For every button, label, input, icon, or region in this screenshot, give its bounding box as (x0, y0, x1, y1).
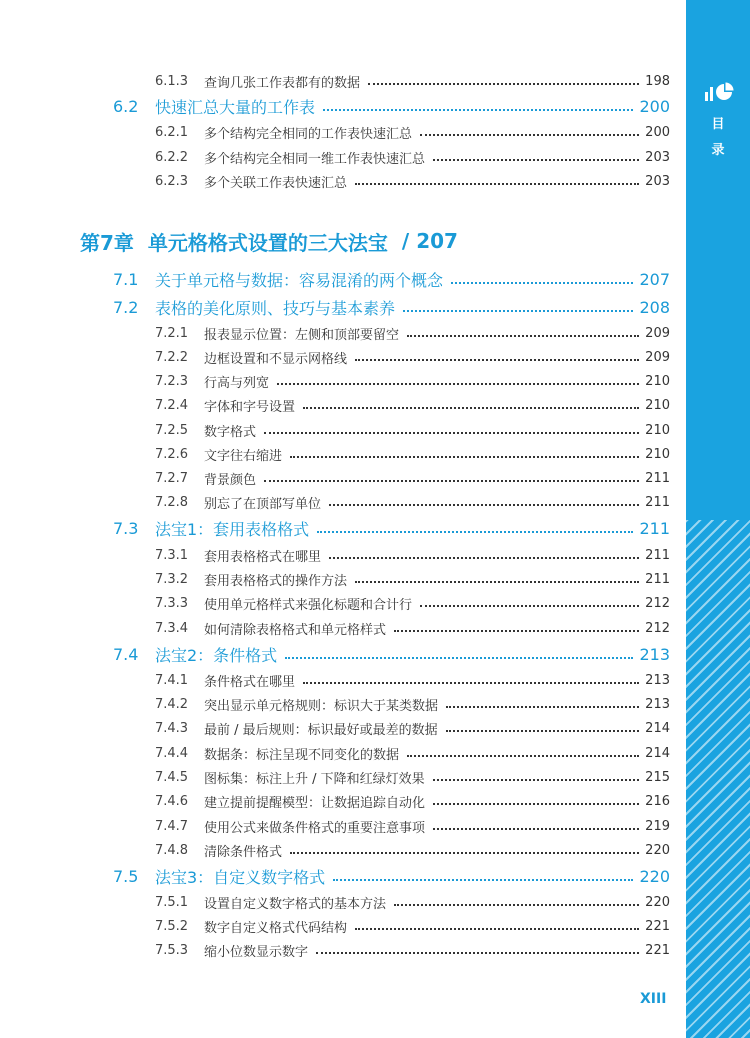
toc-number: 7.2.1 (155, 325, 189, 341)
toc-title: 别忘了在顶部写单位 (204, 496, 322, 512)
toc-leader-dots (355, 928, 639, 930)
toc-subsection[interactable] (155, 692, 670, 716)
toc-page-number: 198 (645, 73, 670, 89)
toc-number: 7.4 (113, 644, 139, 664)
toc-number: 7.2.8 (155, 494, 189, 510)
toc-number: 7.5 (113, 866, 139, 886)
toc-title: 设置自定义数字格式的基本方法 (204, 896, 387, 912)
toc-subsection[interactable] (155, 591, 670, 615)
toc-title: 套用表格格式在哪里 (204, 549, 322, 565)
toc-page-number: 221 (645, 942, 670, 958)
toc-title: 法宝1：套用表格格式 (155, 519, 310, 539)
toc-title: 套用表格格式的操作方法 (204, 573, 348, 589)
chapter-title: 单元格格式设置的三大法宝 (147, 230, 388, 255)
toc-leader-dots (355, 183, 639, 185)
toc-title: 缩小位数显示数字 (204, 944, 309, 960)
toc-number: 7.2.5 (155, 422, 189, 438)
toc-page-number: 210 (645, 397, 670, 413)
toc-leader-dots (403, 310, 633, 312)
toc-page-number: 208 (639, 297, 670, 317)
toc-subsection[interactable] (155, 393, 670, 417)
toc-title: 法宝2：条件格式 (155, 645, 278, 665)
toc-number: 7.4.7 (155, 818, 189, 834)
toc-number: 7.3.4 (155, 620, 189, 636)
toc-leader-dots (303, 407, 639, 409)
chapter-page: / 207 (401, 229, 458, 253)
toc-page-number: 210 (645, 373, 670, 389)
toc-number: 7.4.4 (155, 745, 189, 761)
toc-title: 快速汇总大量的工作表 (155, 97, 316, 117)
toc-number: 6.2 (113, 96, 139, 116)
toc-subsection[interactable] (155, 789, 670, 813)
toc-leader-dots (329, 504, 639, 506)
toc-number: 7.3.3 (155, 595, 189, 611)
toc-leader-dots (329, 557, 639, 559)
toc-number: 7.5.1 (155, 894, 189, 910)
toc-number: 7.4.5 (155, 769, 189, 785)
toc-title: 查询几张工作表都有的数据 (204, 75, 361, 91)
toc-subsection[interactable] (155, 169, 670, 193)
toc-page-number: 214 (645, 720, 670, 736)
toc-number: 6.2.2 (155, 149, 189, 165)
toc-leader-dots (277, 383, 639, 385)
toc-page-number: 203 (645, 149, 670, 165)
toc-title: 最前 / 最后规则：标识最好或最差的数据 (204, 722, 438, 738)
toc-leader-dots (394, 904, 639, 906)
toc-page-number: 221 (645, 918, 670, 934)
toc-page-number: 210 (645, 446, 670, 462)
toc-page-number: 203 (645, 173, 670, 189)
toc-number: 6.2.3 (155, 173, 189, 189)
toc-page-number: 200 (639, 96, 670, 116)
toc-page-number: 211 (639, 518, 670, 538)
toc-subsection[interactable] (155, 369, 670, 393)
toc-page-number: 215 (645, 769, 670, 785)
toc-title: 条件格式在哪里 (204, 674, 296, 690)
toc-label-char-1: 目 (711, 117, 725, 132)
toc-page-number: 209 (645, 325, 670, 341)
toc-leader-dots (394, 630, 639, 632)
toc-page-number: 209 (645, 349, 670, 365)
toc-page-number: 200 (645, 124, 670, 140)
toc-section[interactable] (113, 267, 670, 291)
toc-page-number: 220 (639, 866, 670, 886)
toc-label (686, 112, 750, 164)
toc-leader-dots (420, 134, 639, 136)
toc-page-number: 213 (645, 672, 670, 688)
toc-section[interactable] (113, 295, 670, 319)
toc-title: 表格的美化原则、技巧与基本素养 (155, 298, 396, 318)
toc-subsection[interactable] (155, 442, 670, 466)
toc-subsection[interactable] (155, 716, 670, 740)
toc-title: 数字格式 (204, 424, 257, 440)
toc-title: 背景颜色 (204, 472, 257, 488)
toc-leader-dots (433, 803, 639, 805)
toc-subsection[interactable] (155, 838, 670, 862)
toc-title: 使用公式来做条件格式的重要注意事项 (204, 820, 426, 836)
toc-section[interactable] (113, 864, 670, 888)
toc-page-number: 210 (645, 422, 670, 438)
toc-subsection[interactable] (155, 914, 670, 938)
toc-section[interactable] (113, 642, 670, 666)
toc-number: 7.4.1 (155, 672, 189, 688)
toc-subsection[interactable] (155, 321, 670, 345)
toc-number: 7.2 (113, 297, 139, 317)
toc-subsection[interactable] (155, 567, 670, 591)
toc-section[interactable] (113, 94, 670, 118)
toc-page-number: 211 (645, 547, 670, 563)
toc-title: 行高与列宽 (204, 375, 270, 391)
toc-leader-dots (316, 952, 639, 954)
toc-title: 边框设置和不显示网格线 (204, 351, 348, 367)
toc-leader-dots (285, 657, 633, 659)
toc-leader-dots (323, 109, 633, 111)
toc-page-number: 214 (645, 745, 670, 761)
toc-title: 图标集：标注上升 / 下降和红绿灯效果 (204, 771, 425, 787)
toc-page-number: 207 (639, 269, 670, 289)
page-number: XIII (640, 991, 667, 1007)
toc-number: 6.2.1 (155, 124, 189, 140)
toc-leader-dots (303, 682, 639, 684)
toc-leader-dots (433, 159, 639, 161)
toc-number: 7.3.2 (155, 571, 189, 587)
toc-title: 文字往右缩进 (204, 448, 283, 464)
toc-number: 7.5.3 (155, 942, 189, 958)
toc-leader-dots (264, 432, 639, 434)
toc-subsection[interactable] (155, 543, 670, 567)
toc-leader-dots (317, 531, 633, 533)
toc-number: 7.2.7 (155, 470, 189, 486)
toc-number: 7.2.6 (155, 446, 189, 462)
toc-page-number: 211 (645, 494, 670, 510)
toc-number: 7.3 (113, 518, 139, 538)
toc-title: 法宝3：自定义数字格式 (155, 867, 326, 887)
toc-page-number: 220 (645, 894, 670, 910)
toc-subsection[interactable] (155, 69, 670, 93)
toc-title: 清除条件格式 (204, 844, 283, 860)
toc-leader-dots (451, 282, 633, 284)
toc-number: 6.1.3 (155, 73, 189, 89)
toc-subsection[interactable] (155, 466, 670, 490)
toc-subsection[interactable] (155, 120, 670, 144)
toc-subsection[interactable] (155, 741, 670, 765)
toc-page-number: 213 (639, 644, 670, 664)
toc-title: 数据条：标注呈现不同变化的数据 (204, 747, 400, 763)
toc-leader-dots (368, 83, 639, 85)
toc-title: 报表显示位置：左侧和顶部要留空 (204, 327, 400, 343)
toc-label-char-2: 录 (711, 143, 725, 158)
toc-subsection[interactable] (155, 814, 670, 838)
toc-page-number: 212 (645, 620, 670, 636)
toc-subsection[interactable] (155, 345, 670, 369)
toc-page-number: 219 (645, 818, 670, 834)
toc-number: 7.2.4 (155, 397, 189, 413)
toc-leader-dots (446, 730, 639, 732)
toc-subsection[interactable] (155, 490, 670, 514)
toc-leader-dots (333, 879, 633, 881)
toc-number: 7.4.3 (155, 720, 189, 736)
toc-page-number: 211 (645, 571, 670, 587)
toc-page-number: 220 (645, 842, 670, 858)
toc-subsection[interactable] (155, 616, 670, 640)
toc-title: 数字自定义格式代码结构 (204, 920, 348, 936)
toc-leader-dots (433, 828, 639, 830)
toc-number: 7.1 (113, 269, 139, 289)
toc-number: 7.4.2 (155, 696, 189, 712)
toc-leader-dots (355, 359, 639, 361)
toc-subsection[interactable] (155, 668, 670, 692)
toc-section[interactable] (113, 516, 670, 540)
toc-title: 多个结构完全相同的工作表快速汇总 (204, 126, 413, 142)
toc-leader-dots (264, 480, 639, 482)
toc-number: 7.2.2 (155, 349, 189, 365)
toc-leader-dots (407, 755, 639, 757)
toc-subsection[interactable] (155, 418, 670, 442)
toc-title: 如何清除表格格式和单元格样式 (204, 622, 387, 638)
toc-leader-dots (355, 581, 639, 583)
toc-title: 使用单元格样式来强化标题和合计行 (204, 597, 413, 613)
toc-subsection[interactable] (155, 890, 670, 914)
toc-number: 7.4.8 (155, 842, 189, 858)
toc-title: 多个结构完全相同一维工作表快速汇总 (204, 151, 426, 167)
toc-page-number: 213 (645, 696, 670, 712)
toc-number: 7.5.2 (155, 918, 189, 934)
toc-number: 7.2.3 (155, 373, 189, 389)
toc-title: 突出显示单元格规则：标识大于某类数据 (204, 698, 439, 714)
toc-title: 建立提前提醒模型：让数据追踪自动化 (204, 795, 426, 811)
sidebar-stripes (686, 520, 750, 1038)
toc-page-number: 211 (645, 470, 670, 486)
pie-chart-icon (704, 80, 734, 104)
toc-subsection[interactable] (155, 938, 670, 962)
toc-title: 关于单元格与数据：容易混淆的两个概念 (155, 270, 444, 290)
toc-number: 7.3.1 (155, 547, 189, 563)
chapter-label: 第7章 (80, 230, 134, 255)
toc-leader-dots (290, 456, 639, 458)
toc-leader-dots (433, 779, 639, 781)
toc-number: 7.4.6 (155, 793, 189, 809)
toc-title: 字体和字号设置 (204, 399, 296, 415)
toc-subsection[interactable] (155, 765, 670, 789)
toc-page-number: 216 (645, 793, 670, 809)
toc-title: 多个关联工作表快速汇总 (204, 175, 348, 191)
toc-leader-dots (420, 605, 639, 607)
toc-subsection[interactable] (155, 145, 670, 169)
toc-leader-dots (290, 852, 639, 854)
toc-leader-dots (407, 335, 639, 337)
chapter-heading (80, 228, 458, 254)
toc-page-number: 212 (645, 595, 670, 611)
toc-leader-dots (446, 706, 639, 708)
toc-sidebar (686, 0, 750, 1038)
